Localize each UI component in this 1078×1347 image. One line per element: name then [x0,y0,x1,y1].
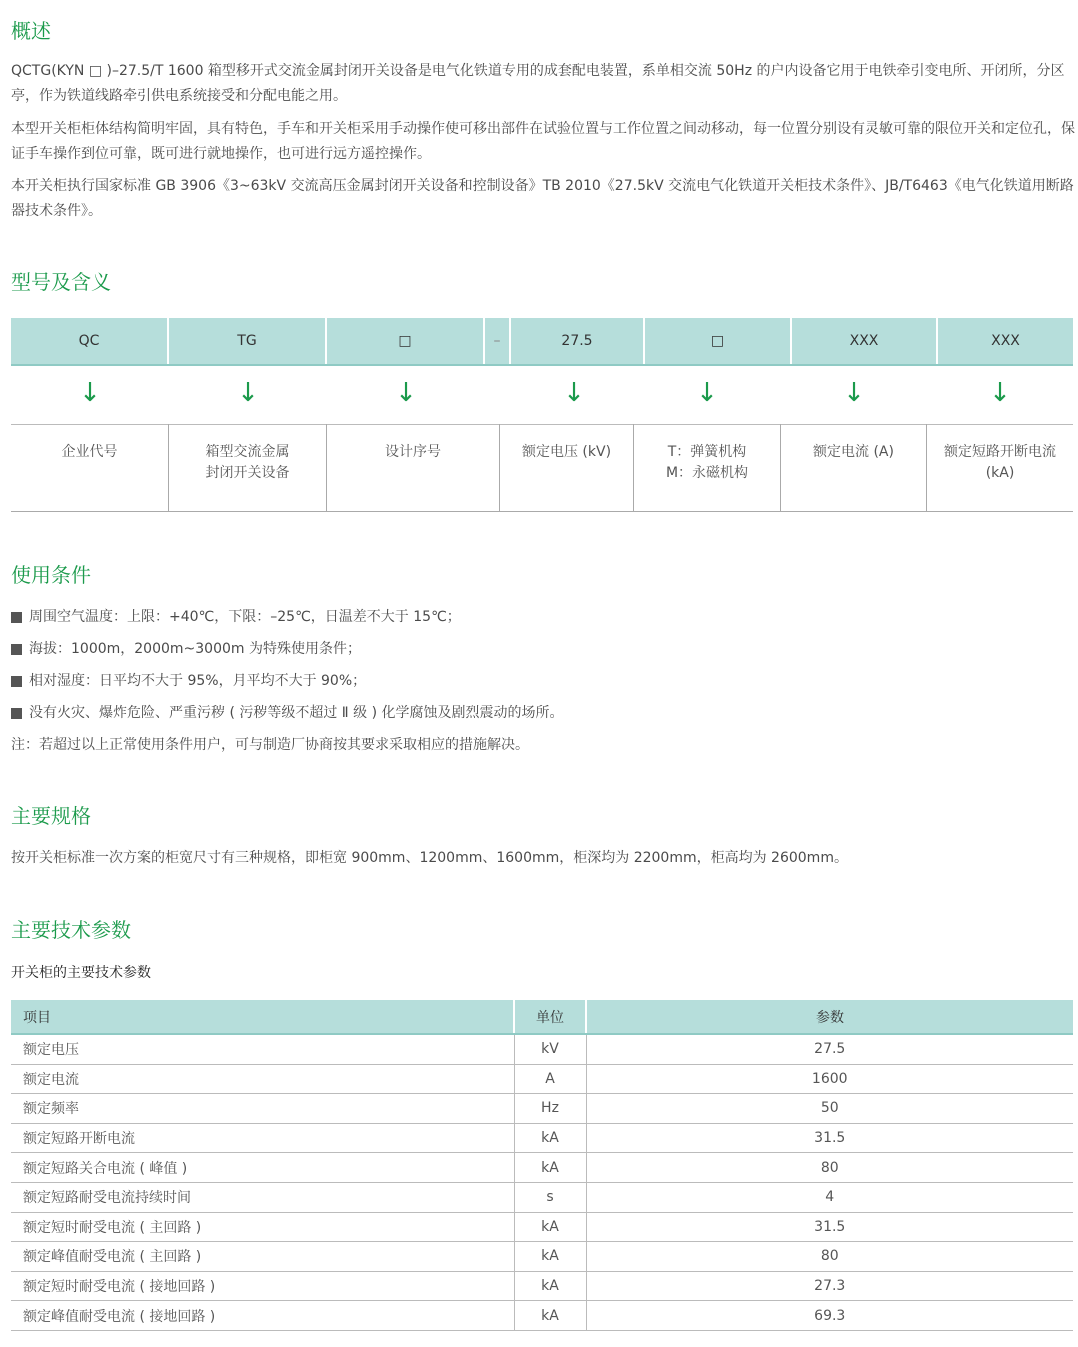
model-code-cell: TG [169,318,327,364]
params-table [11,1000,1073,1331]
condition-item [11,703,564,723]
param-value: 31.5 [586,1212,1073,1242]
arrow-down-icon: ↓ [989,378,1011,408]
model-code-header-row [11,318,1073,366]
meaning-text: 企业代号 [61,444,118,460]
square-bullet-icon [11,676,22,687]
table-row [11,1242,1073,1272]
param-item: 额定频率 [11,1094,514,1124]
param-item: 额定短路耐受电流持续时间 [11,1182,514,1212]
table-row [11,1182,1073,1212]
param-value: 27.5 [586,1034,1073,1064]
square-bullet-icon [11,644,22,655]
spec-paragraph: 按开关柜标准一次方案的柜宽尺寸有三种规格，即柜宽 900mm、1200mm、1600mm，柜深均为 2200mm，柜高均为 2600mm。 [11,850,848,866]
param-item: 额定短路开断电流 [11,1123,514,1153]
table-row [11,1212,1073,1242]
section-title-spec: 主要规格 [11,804,91,828]
param-value: 4 [586,1182,1073,1212]
param-item: 额定短时耐受电流 ( 主回路 ) [11,1212,514,1242]
param-unit: s [514,1182,586,1212]
meaning-text: 额定短路开断电流 [944,444,1056,460]
param-value: 69.3 [586,1301,1073,1331]
table-row [11,1094,1073,1124]
model-code-cell: XXX [792,318,938,364]
model-code-separator: – [485,318,511,364]
model-code-arrow-row [11,366,1073,425]
param-unit: kV [514,1034,586,1064]
params-header-row [11,1000,1073,1034]
section-title-overview: 概述 [11,19,51,43]
param-value: 80 [586,1153,1073,1183]
section-title-model: 型号及含义 [11,270,111,294]
condition-note: 注：若超过以上正常使用条件用户，可与制造厂协商按其要求采取相应的措施解决。 [11,737,529,753]
meaning-text: 设计序号 [385,444,441,460]
column-header-value: 参数 [586,1000,1073,1034]
param-unit: kA [514,1301,586,1331]
meaning-cell [327,424,500,511]
param-unit: kA [514,1242,586,1272]
meaning-cell [11,424,169,511]
param-value: 1600 [586,1064,1073,1094]
param-unit: kA [514,1123,586,1153]
arrow-down-icon: ↓ [395,378,417,408]
column-header-unit: 单位 [514,1000,586,1034]
meaning-cell [634,424,781,511]
param-item: 额定电流 [11,1064,514,1094]
param-item: 额定峰值耐受电流 ( 主回路 ) [11,1242,514,1272]
model-code-cell: □ [327,318,485,364]
condition-text: 海拔：1000m，2000m~3000m 为特殊使用条件； [29,641,361,657]
square-bullet-icon [11,708,22,719]
overview-paragraph-1: QCTG(KYN □ )–27.5/T 1600 箱型移开式交流金属封闭开关设备是电气化铁道专用的成套配电装置，系单相交流 50Hz 的户内设备它用于电铁牵引变电所、开闭所，分区亭，作为铁道线路牵引供电系统接受和分配电能之用。 [11,63,1065,104]
section-title-params: 主要技术参数 [11,918,131,942]
meaning-text: 额定电流 (A) [813,444,894,460]
condition-item [11,671,366,691]
meaning-text: M：永磁机构 [665,465,749,481]
table-row [11,1123,1073,1153]
model-code-cell: 27.5 [511,318,645,364]
table-row [11,1153,1073,1183]
meaning-cell [169,424,327,511]
arrow-down-icon: ↓ [237,378,259,408]
param-item: 额定短时耐受电流 ( 接地回路 ) [11,1271,514,1301]
model-code-meaning-row [11,424,1073,512]
meaning-text: (kA) [985,465,1015,481]
table-row [11,1064,1073,1094]
table-row [11,1034,1073,1064]
model-code-cell: □ [645,318,792,364]
arrow-down-icon: ↓ [563,378,585,408]
param-value: 27.3 [586,1271,1073,1301]
condition-text: 周围空气温度：上限：+40℃，下限：–25℃，日温差不大于 15℃； [29,609,461,625]
param-unit: A [514,1064,586,1094]
condition-item [11,639,361,659]
param-unit: Hz [514,1094,586,1124]
params-subtitle: 开关柜的主要技术参数 [11,965,151,981]
param-unit: kA [514,1212,586,1242]
condition-text: 相对湿度：日平均不大于 95%，月平均不大于 90%； [29,673,367,689]
param-unit: kA [514,1271,586,1301]
arrow-down-icon: ↓ [843,378,865,408]
square-bullet-icon [11,612,22,623]
arrow-down-icon: ↓ [696,378,718,408]
param-item: 额定短路关合电流 ( 峰值 ) [11,1153,514,1183]
meaning-cell [927,424,1073,511]
param-item: 额定电压 [11,1034,514,1064]
meaning-cell [781,424,927,511]
param-item: 额定峰值耐受电流 ( 接地回路 ) [11,1301,514,1331]
meaning-cell [500,424,634,511]
arrow-down-icon: ↓ [79,378,101,408]
table-row [11,1271,1073,1301]
meaning-text: 额定电压 (kV) [521,444,612,460]
param-value: 50 [586,1094,1073,1124]
table-row [11,1301,1073,1331]
overview-paragraph-2: 本型开关柜柜体结构简明牢固，具有特色，手车和开关柜采用手动操作使可移出部件在试验位置与工作位置之间动移动，每一位置分别设有灵敏可靠的限位开关和定位孔，保证手车操作到位可靠，既可进行就地操作，也可进行远方遥控操作。 [11,121,1075,162]
param-value: 80 [586,1242,1073,1272]
meaning-text: T：弹簧机构 [667,444,747,460]
meaning-text: 箱型交流金属 [205,444,290,460]
column-header-item: 项目 [11,1000,514,1034]
meaning-text: 封闭开关设备 [205,465,290,481]
overview-paragraph-3: 本开关柜执行国家标准 GB 3906《3~63kV 交流高压金属封闭开关设备和控制设备》TB 2010《27.5kV 交流电气化铁道开关柜技术条件》、JB/T6463《电气化铁道用断路器技术条件》。 [11,178,1074,219]
model-code-cell: XXX [991,333,1020,349]
param-unit: kA [514,1153,586,1183]
condition-text: 没有火灾、爆炸危险、严重污秽 ( 污秽等级不超过 Ⅱ 级 ) 化学腐蚀及剧烈震动的场所。 [29,705,564,721]
model-code-cell: QC [11,318,169,364]
param-value: 31.5 [586,1123,1073,1153]
condition-item [11,607,461,627]
params-table-body [11,1034,1073,1330]
section-title-conditions: 使用条件 [11,563,91,587]
